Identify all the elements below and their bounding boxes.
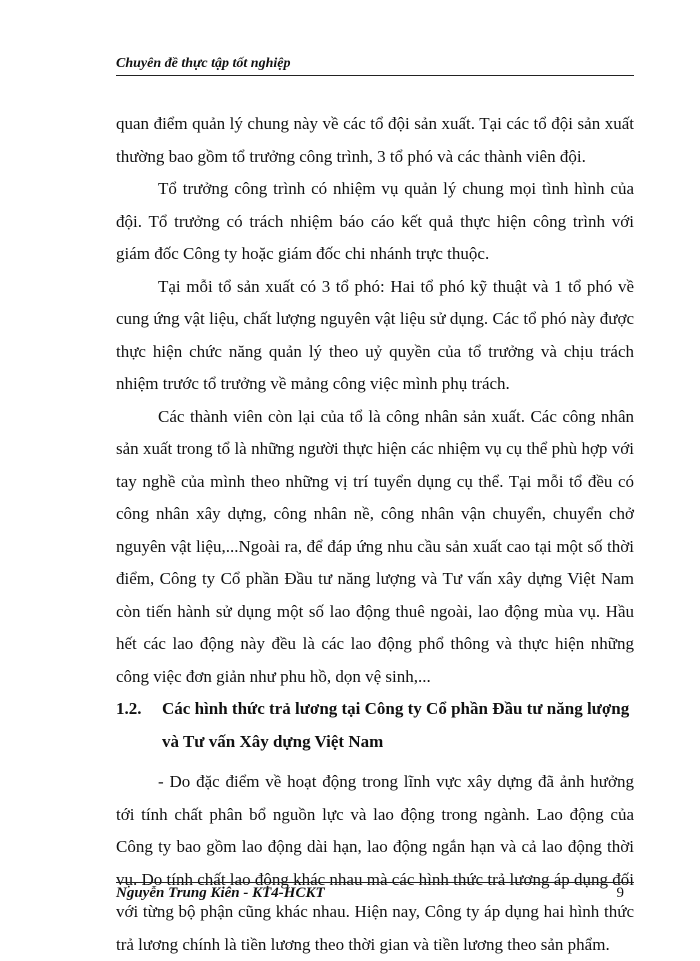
section-number: 1.2.: [116, 699, 142, 718]
paragraph-5: - Do đặc điểm về hoạt động trong lĩnh vực xây dựng đã ảnh hưởng tới tính chất phân bổ nguồn lực và lao động trong ngành. Lao động của Công ty bao gồm lao động dài hạn, lao động ngắn hạn và cả lao động thời vụ. Do tính chất lao động khác nhau mà các hình thức trả lương áp dụng đối với từng bộ phận cũng khác nhau. Hiện nay, Công ty áp dụng hai hình thức trả lương chính là tiền lương theo thời gian và tiền lương theo sản phẩm.: [116, 772, 634, 954]
page-footer: [116, 885, 634, 902]
header-divider: [116, 75, 634, 76]
paragraph-2: Tổ trưởng công trình có nhiệm vụ quản lý chung mọi tình hình của đội. Tổ trưởng có trách nhiệm báo cáo kết quả thực hiện công trình với giám đốc Công ty hoặc giám đốc chi nhánh trực thuộc.: [116, 179, 634, 263]
section-title: Các hình thức trả lương tại Công ty Cổ phần Đầu tư năng lượng và Tư vấn Xây dựng Việt Nam: [162, 699, 630, 751]
paragraph-4: Các thành viên còn lại của tổ là công nhân sản xuất. Các công nhân sản xuất trong tổ là những người thực hiện các nhiệm vụ cụ thể phù hợp với tay nghề của mình theo những vị trí tuyển dụng cụ thể. Tại mỗi tổ đều có công nhân xây dựng, công nhân nề, công nhân vận chuyển, chuyển chở nguyên vật liệu,...Ngoài ra, để đáp ứng nhu cầu sản xuất cao tại một số thời điểm, Công ty Cổ phần Đầu tư năng lượng và Tư vấn xây dựng Việt Nam còn tiến hành sử dụng một số lao động thuê ngoài, lao động mùa vụ. Hầu hết các lao động này đều là các lao động phổ thông và thực hiện những công việc đơn giản như phu hồ, dọn vệ sinh,...: [116, 406, 634, 686]
paragraph-1: quan điểm quản lý chung này về các tổ đội sản xuất. Tại các tổ đội sản xuất thường bao gồm tổ trưởng công trình, 3 tổ phó và các thành viên đội.: [116, 114, 634, 166]
paragraph-3: Tại mỗi tổ sản xuất có 3 tổ phó: Hai tổ phó kỹ thuật và 1 tổ phó về cung ứng vật liệu, chất lượng nguyên vật liệu sử dụng. Các tổ phó này được thực hiện chức năng quản lý theo uỷ quyền của tổ trưởng và chịu trách nhiệm trước tổ trưởng về mảng công việc mình phụ trách.: [116, 276, 634, 393]
page-header-title: Chuyên đề thực tập tốt nghiệp: [116, 56, 291, 71]
section-heading: [116, 693, 634, 758]
document-body: [116, 108, 634, 961]
footer-author: Nguyễn Trung Kiên - KT4-HCKT: [116, 885, 325, 901]
footer-divider: [116, 882, 634, 883]
page-number: 9: [616, 885, 624, 901]
